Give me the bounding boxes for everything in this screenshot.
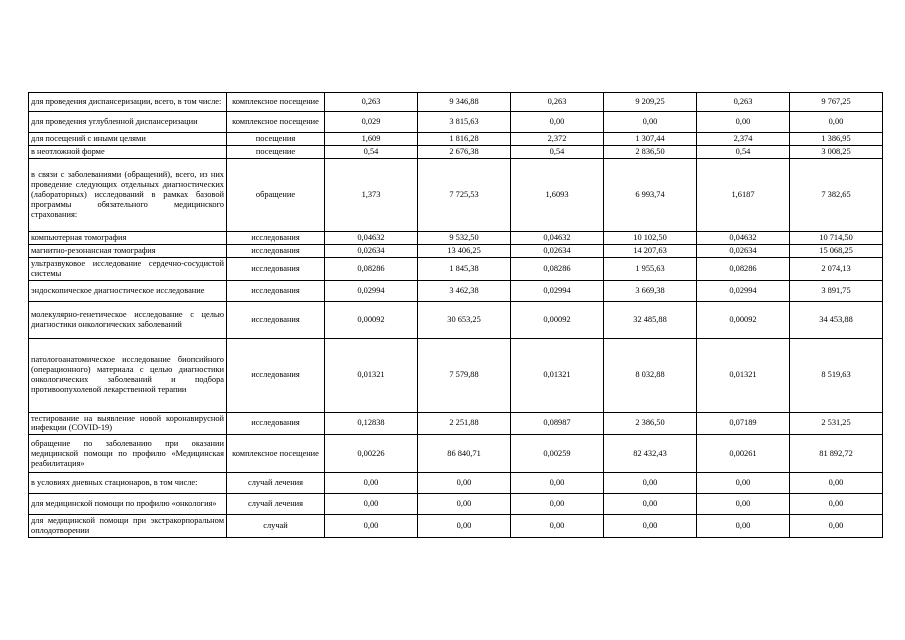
row-unit: посещение	[227, 145, 325, 158]
row-value: 1,6093	[511, 158, 604, 231]
row-unit: исследования	[227, 301, 325, 338]
table-row	[29, 435, 883, 473]
row-value: 0,02634	[325, 244, 418, 257]
row-value: 0,00	[604, 494, 697, 515]
row-value: 3 008,25	[790, 145, 883, 158]
row-value: 81 892,72	[790, 435, 883, 473]
row-description: обращение по заболеванию при оказании медицинской помощи по профилю «Медицинская реабилитация»	[29, 435, 227, 473]
row-value: 0,08286	[325, 257, 418, 280]
table-row	[29, 412, 883, 435]
row-value: 9 767,25	[790, 93, 883, 112]
table-row	[29, 280, 883, 301]
table-row	[29, 494, 883, 515]
row-value: 2 386,50	[604, 412, 697, 435]
row-value: 0,54	[325, 145, 418, 158]
row-unit: исследования	[227, 280, 325, 301]
row-value: 13 406,25	[418, 244, 511, 257]
row-value: 2,374	[697, 133, 790, 146]
row-value: 86 840,71	[418, 435, 511, 473]
row-value: 3 462,38	[418, 280, 511, 301]
norms-table	[28, 92, 883, 538]
row-unit: случай лечения	[227, 473, 325, 494]
row-value: 0,00	[325, 515, 418, 538]
row-value: 0,01321	[697, 338, 790, 412]
row-value: 0,00	[418, 515, 511, 538]
row-value: 0,00	[604, 473, 697, 494]
row-value: 8 032,88	[604, 338, 697, 412]
row-value: 0,263	[697, 93, 790, 112]
row-value: 1,373	[325, 158, 418, 231]
row-unit: исследования	[227, 244, 325, 257]
row-value: 3 891,75	[790, 280, 883, 301]
row-unit: посещения	[227, 133, 325, 146]
row-value: 0,00	[325, 494, 418, 515]
row-unit: исследования	[227, 257, 325, 280]
row-description: молекулярно-генетическое исследование с целью диагностики онкологических заболеваний	[29, 301, 227, 338]
row-value: 2 251,88	[418, 412, 511, 435]
row-value: 0,01321	[325, 338, 418, 412]
row-value: 3 815,63	[418, 112, 511, 133]
row-unit: комплексное посещение	[227, 112, 325, 133]
row-value: 2 531,25	[790, 412, 883, 435]
row-value: 0,00	[697, 494, 790, 515]
row-value: 2 836,50	[604, 145, 697, 158]
row-description: компьютерная томография	[29, 231, 227, 244]
row-description: тестирование на выявление новой коронавирусной инфекции (COVID-19)	[29, 412, 227, 435]
row-value: 0,08286	[697, 257, 790, 280]
row-value: 0,00	[511, 473, 604, 494]
row-unit: исследования	[227, 412, 325, 435]
row-value: 0,04632	[325, 231, 418, 244]
row-value: 0,01321	[511, 338, 604, 412]
row-unit: исследования	[227, 231, 325, 244]
row-value: 34 453,88	[790, 301, 883, 338]
row-value: 0,00092	[325, 301, 418, 338]
row-value: 0,54	[697, 145, 790, 158]
row-value: 1,609	[325, 133, 418, 146]
row-value: 2 676,38	[418, 145, 511, 158]
row-value: 0,00	[790, 515, 883, 538]
row-value: 0,08286	[511, 257, 604, 280]
row-value: 10 714,50	[790, 231, 883, 244]
row-value: 0,00	[604, 112, 697, 133]
row-value: 0,00092	[697, 301, 790, 338]
row-value: 0,02994	[697, 280, 790, 301]
row-value: 1 955,63	[604, 257, 697, 280]
row-value: 0,00	[604, 515, 697, 538]
row-value: 0,12838	[325, 412, 418, 435]
row-description: для проведения диспансеризации, всего, в том числе:	[29, 93, 227, 112]
row-value: 2 074,13	[790, 257, 883, 280]
row-value: 0,00	[511, 494, 604, 515]
row-value: 1 307,44	[604, 133, 697, 146]
table-row	[29, 145, 883, 158]
row-description: в условиях дневных стационаров, в том числе:	[29, 473, 227, 494]
row-value: 7 382,65	[790, 158, 883, 231]
row-unit: исследования	[227, 338, 325, 412]
row-value: 32 485,88	[604, 301, 697, 338]
table-row	[29, 133, 883, 146]
row-description: ультразвуковое исследование сердечно-сосудистой системы	[29, 257, 227, 280]
row-value: 0,029	[325, 112, 418, 133]
row-unit: обращение	[227, 158, 325, 231]
row-value: 0,00	[697, 112, 790, 133]
row-description: патологоанатомическое исследование биопсийного (операционного) материала с целью диагностики онкологических заболеваний и подбора противоопухолевой лекарственной терапии	[29, 338, 227, 412]
row-description: для медицинской помощи при экстракорпоральном оплодотворении	[29, 515, 227, 538]
row-value: 0,02634	[697, 244, 790, 257]
row-value: 0,00226	[325, 435, 418, 473]
row-value: 14 207,63	[604, 244, 697, 257]
row-value: 1 386,95	[790, 133, 883, 146]
row-value: 0,04632	[511, 231, 604, 244]
row-value: 7 725,53	[418, 158, 511, 231]
row-value: 1,6187	[697, 158, 790, 231]
table-row	[29, 112, 883, 133]
row-value: 0,00	[325, 473, 418, 494]
row-unit: комплексное посещение	[227, 93, 325, 112]
row-unit: случай лечения	[227, 494, 325, 515]
row-description: для проведения углубленной диспансеризации	[29, 112, 227, 133]
row-value: 0,02994	[325, 280, 418, 301]
row-value: 10 102,50	[604, 231, 697, 244]
row-value: 15 068,25	[790, 244, 883, 257]
row-value: 3 669,38	[604, 280, 697, 301]
table-row	[29, 231, 883, 244]
row-value: 0,00	[790, 112, 883, 133]
row-value: 0,00259	[511, 435, 604, 473]
table-row	[29, 301, 883, 338]
table-row	[29, 158, 883, 231]
row-value: 82 432,43	[604, 435, 697, 473]
row-value: 7 579,88	[418, 338, 511, 412]
row-value: 0,07189	[697, 412, 790, 435]
row-value: 0,00261	[697, 435, 790, 473]
row-value: 0,02634	[511, 244, 604, 257]
row-value: 0,54	[511, 145, 604, 158]
row-value: 0,00	[697, 473, 790, 494]
row-value: 0,00	[511, 515, 604, 538]
row-value: 0,00092	[511, 301, 604, 338]
row-value: 8 519,63	[790, 338, 883, 412]
row-value: 0,263	[325, 93, 418, 112]
row-value: 2,372	[511, 133, 604, 146]
row-value: 0,00	[790, 494, 883, 515]
row-description: эндоскопическое диагностическое исследование	[29, 280, 227, 301]
row-value: 0,00	[418, 494, 511, 515]
row-value: 6 993,74	[604, 158, 697, 231]
row-value: 30 653,25	[418, 301, 511, 338]
table-row	[29, 515, 883, 538]
row-value: 0,263	[511, 93, 604, 112]
table-row	[29, 244, 883, 257]
row-value: 0,08987	[511, 412, 604, 435]
row-value: 0,00	[697, 515, 790, 538]
row-value: 9 209,25	[604, 93, 697, 112]
row-description: магнитно-резонансная томография	[29, 244, 227, 257]
row-description: для посещений с иными целями	[29, 133, 227, 146]
row-value: 0,02994	[511, 280, 604, 301]
row-value: 0,00	[511, 112, 604, 133]
row-unit: случай	[227, 515, 325, 538]
row-value: 9 346,88	[418, 93, 511, 112]
row-unit: комплексное посещение	[227, 435, 325, 473]
row-description: для медицинской помощи по профилю «онкология»	[29, 494, 227, 515]
table-row	[29, 473, 883, 494]
row-value: 0,00	[418, 473, 511, 494]
table-row	[29, 338, 883, 412]
row-value: 9 532,50	[418, 231, 511, 244]
row-value: 1 845,38	[418, 257, 511, 280]
table-row	[29, 257, 883, 280]
row-value: 0,04632	[697, 231, 790, 244]
table-body	[29, 93, 883, 538]
row-value: 1 816,28	[418, 133, 511, 146]
row-description: в неотложной форме	[29, 145, 227, 158]
table-row	[29, 93, 883, 112]
row-description: в связи с заболеваниями (обращений), всего, из них проведение следующих отдельных диагностических (лабораторных) исследований в рамках базовой программы обязательного медицинского страхования:	[29, 158, 227, 231]
row-value: 0,00	[790, 473, 883, 494]
